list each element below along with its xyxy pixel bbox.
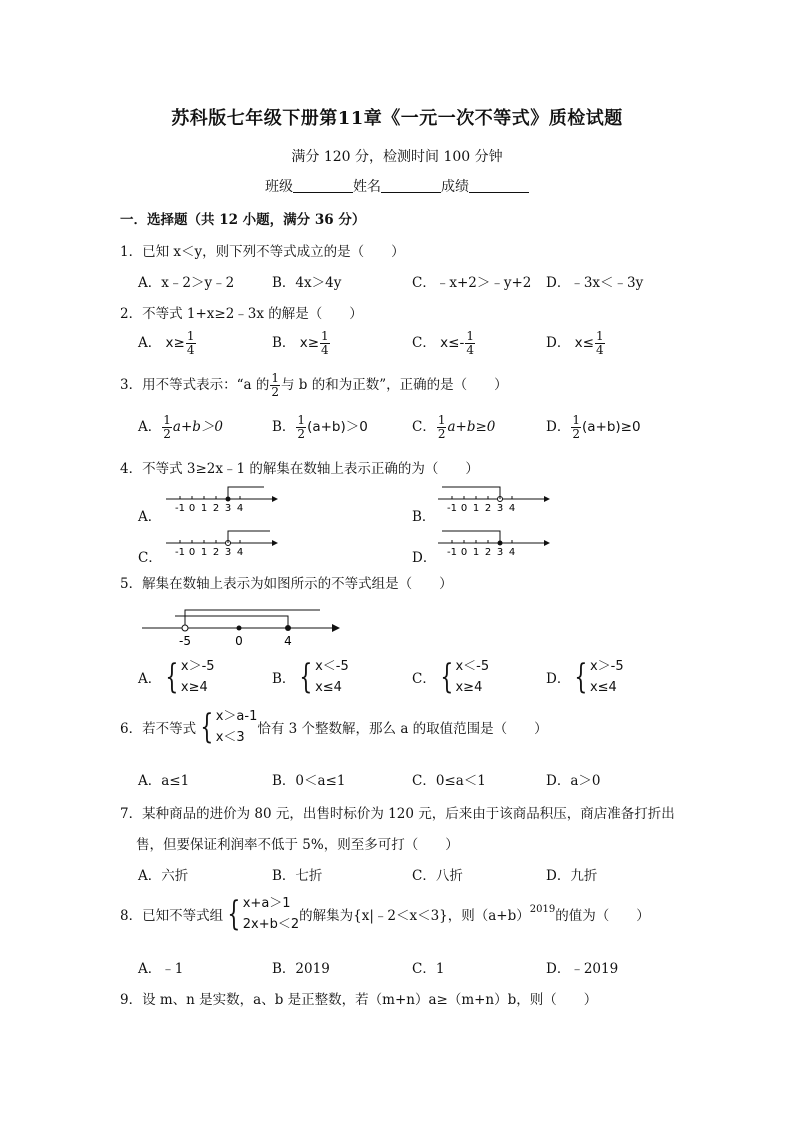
tick-label: 0	[460, 547, 468, 558]
question-3-stem: 3．用不等式表示：“a 的 $\frac{1}{2}$ 与 b 的和为正数”，正确的是（ ）	[120, 371, 508, 399]
tick-label: 1	[200, 503, 208, 514]
question-5-stem: 5．解集在数轴上表示为如图所示的不等式组是（ ）	[120, 576, 453, 592]
q2-b-letter: B．	[272, 335, 296, 351]
q7-option-d[interactable]: D．九折	[546, 868, 598, 884]
tick-label: -1	[447, 547, 457, 558]
tick-label: 1	[472, 547, 480, 558]
q6-option-b[interactable]: B．0＜a≤1	[272, 773, 346, 789]
q4-option-a[interactable]: A．	[138, 509, 162, 525]
q2-a-expr: x≥	[165, 335, 185, 351]
name-blank[interactable]	[381, 178, 441, 193]
tick-label: 3	[496, 503, 504, 514]
tick-label: 0	[188, 547, 196, 558]
q1-option-b[interactable]: B．4x＞4y	[272, 275, 342, 291]
q2-option-d[interactable]	[546, 330, 606, 357]
q2-b-fraction: $\frac{1}{4}$	[321, 329, 329, 357]
score-label: 成绩	[441, 179, 469, 195]
tick-label: 1	[200, 547, 208, 558]
question-7-stem-line2: 售，但要保证利润率不低于 5%，则至多可打（ ）	[136, 837, 459, 853]
tick-label: 1	[472, 503, 480, 514]
tick-label: 4	[508, 503, 516, 514]
tick-label: -1	[447, 503, 457, 514]
exam-subtitle: 满分 120 分，检测时间 100 分钟	[291, 149, 503, 165]
score-blank[interactable]	[469, 178, 529, 193]
question-2-stem: 2．不等式 1+x≥2﹣3x 的解是（ ）	[120, 306, 363, 322]
tick-label: 2	[484, 547, 492, 558]
tick-label: 0	[188, 503, 196, 514]
q8-option-c[interactable]: C．1	[412, 961, 445, 977]
q5-option-d[interactable]: D． { x＞-5 x≤4	[546, 657, 624, 697]
q3-option-c[interactable]: C． $\frac{1}{2}$ a+b≥0	[412, 413, 496, 441]
q2-option-b[interactable]	[272, 330, 331, 357]
class-label: 班级	[265, 179, 293, 195]
tick-label: 4	[508, 547, 516, 558]
tick-label: -1	[175, 547, 185, 558]
q5-option-a[interactable]: A． { x＞-5 x≥4	[138, 657, 215, 697]
q2-a-fraction: $\frac{1}{4}$	[186, 329, 195, 357]
q7-option-a[interactable]: A．六折	[138, 868, 189, 884]
question-4-stem: 4．不等式 3≥2x﹣1 的解集在数轴上表示正确的为（ ）	[120, 461, 479, 477]
tick-label: 3	[224, 547, 232, 558]
q8-option-b[interactable]: B．2019	[272, 961, 330, 977]
q4-option-c[interactable]: C．	[138, 550, 162, 566]
q7-option-c[interactable]: C．八折	[412, 868, 463, 884]
question-6-stem: 6．若不等式 { x＞a-1 x＜3 恰有 3 个整数解，那么 a 的取值范围是（ ）	[120, 707, 548, 747]
q8-option-a[interactable]: A．﹣1	[138, 961, 184, 977]
q5-label-neg5: -5	[179, 634, 191, 648]
q1-option-a[interactable]: A．x﹣2＞y﹣2	[138, 275, 235, 291]
q5-label-4: 4	[284, 634, 292, 648]
q4-numberline-b	[432, 482, 552, 516]
tick-label: 0	[460, 503, 468, 514]
q4-numberline-c	[160, 526, 280, 560]
student-info-line	[0, 176, 794, 196]
question-9-stem: 9．设 m、n 是实数，a、b 是正整数，若（m+n）a≥（m+n）b，则（ ）	[120, 992, 598, 1008]
q3-option-b[interactable]: B． $\frac{1}{2}$ (a+b)＞0	[272, 413, 368, 441]
tick-label: 4	[236, 503, 244, 514]
tick-label: 2	[212, 503, 220, 514]
tick-label: 3	[496, 547, 504, 558]
q2-d-letter: D．	[546, 335, 571, 351]
tick-label: 2	[484, 503, 492, 514]
q5-label-0: 0	[235, 634, 243, 648]
section-heading: 一．选择题（共 12 小题，满分 36 分）	[120, 212, 366, 228]
q3-option-a[interactable]: A． $\frac{1}{2}$ a+b＞0	[138, 413, 223, 441]
q4-option-d[interactable]: D．	[412, 550, 437, 566]
q2-d-expr: x≤	[574, 335, 594, 351]
q2-c-fraction: $\frac{1}{4}$	[466, 329, 474, 357]
q2-c-letter: C．	[412, 335, 436, 351]
question-7-stem-line1: 7．某种商品的进价为 80 元，出售时标价为 120 元，后来由于该商品积压，商店准备打折出	[120, 806, 675, 822]
q2-a-letter: A．	[138, 335, 162, 351]
q5-numberline	[140, 600, 350, 652]
q4-numberline-d	[432, 526, 552, 560]
q5-option-b[interactable]: B． { x＜-5 x≤4	[272, 657, 349, 697]
q4-option-b[interactable]: B．	[412, 509, 436, 525]
q1-option-c[interactable]: C．﹣x+2＞﹣y+2	[412, 275, 532, 291]
q5-option-c[interactable]: C． { x＜-5 x≥4	[412, 657, 490, 697]
q6-option-a[interactable]: A．a≤1	[138, 773, 190, 789]
question-1-stem: 1．已知 x＜y，则下列不等式成立的是（ ）	[120, 244, 405, 260]
tick-label: 2	[212, 547, 220, 558]
q2-option-c[interactable]	[412, 330, 476, 357]
tick-label: 3	[224, 503, 232, 514]
q3-option-d[interactable]: D． $\frac{1}{2}$ (a+b)≥0	[546, 413, 641, 441]
q1-option-d[interactable]: D．﹣3x＜﹣3y	[546, 275, 644, 291]
question-8-stem: 8．已知不等式组 { x+a＞1 2x+b＜2 的解集为{x|﹣2＜x＜3}，则$(a+b)^{2019}$的值为（ ）	[120, 894, 650, 934]
q6-option-c[interactable]: C．0≤a＜1	[412, 773, 486, 789]
q2-b-expr: x≥	[299, 335, 320, 351]
tick-label: 4	[236, 547, 244, 558]
q2-c-expr: x≤-	[440, 335, 465, 351]
q6-option-d[interactable]: D．a＞0	[546, 773, 601, 789]
tick-label: -1	[175, 503, 185, 514]
q2-option-a[interactable]	[138, 330, 197, 357]
q2-d-fraction: $\frac{1}{4}$	[595, 329, 604, 357]
q8-option-d[interactable]: D．﹣2019	[546, 961, 619, 977]
class-blank[interactable]	[293, 178, 353, 193]
name-label: 姓名	[353, 179, 381, 195]
page-title: 苏科版七年级下册第11章《一元一次不等式》质检试题	[171, 108, 623, 129]
q4-numberline-a	[160, 482, 280, 516]
q7-option-b[interactable]: B．七折	[272, 868, 323, 884]
